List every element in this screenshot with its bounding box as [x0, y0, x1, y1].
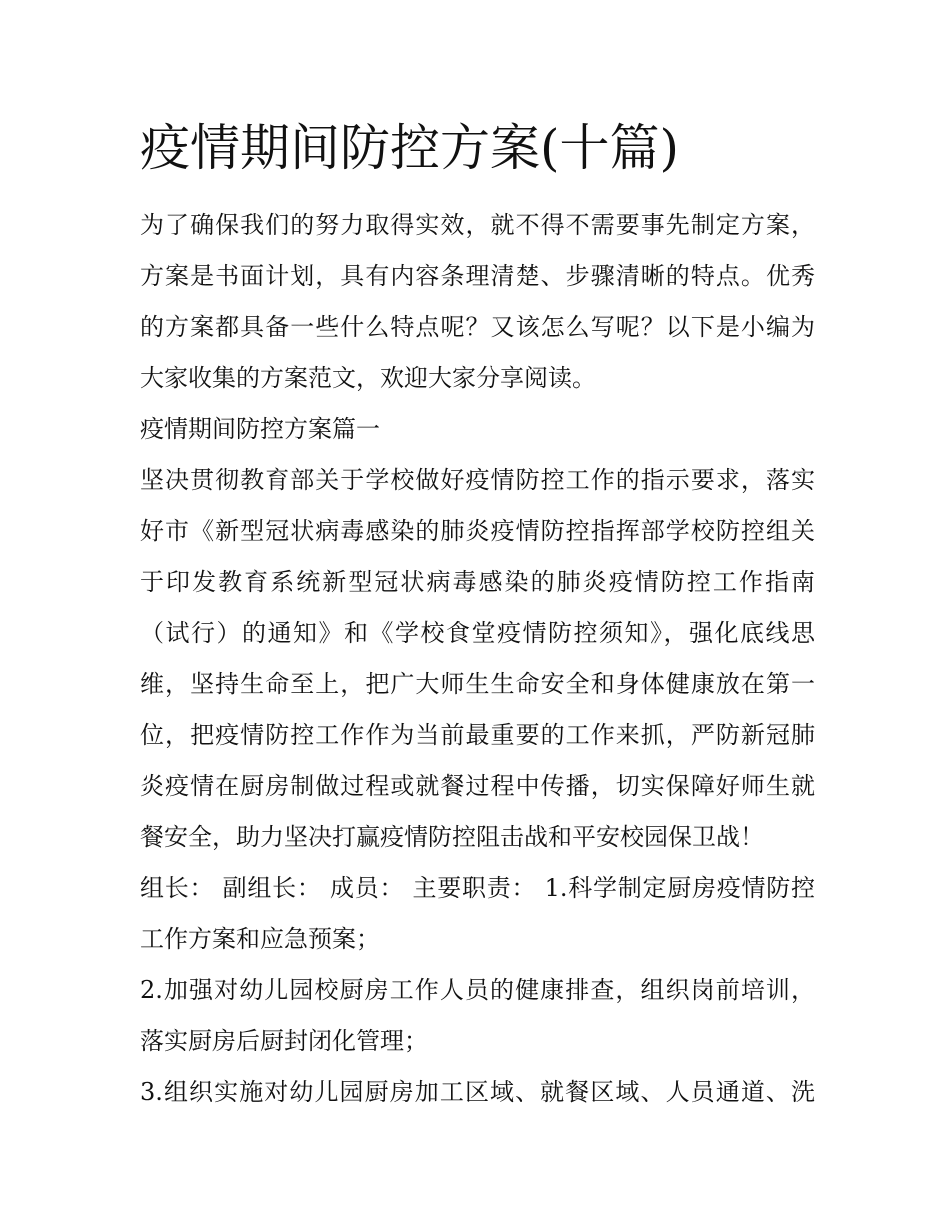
text-line: 落实厨房后厨封闭化管理；: [140, 1027, 428, 1055]
text-line: 维，坚持生命至上，把广大师生生命安全和身体健康放在第一: [140, 670, 815, 698]
text-line: 3.组织实施对幼儿园厨房加工区域、就餐区域、人员通道、洗: [140, 1078, 815, 1106]
text-line: 坚决贯彻教育部关于学校做好疫情防控工作的指示要求，落实: [140, 466, 815, 494]
text-line: 2.加强对幼儿园校厨房工作人员的健康排查，组织岗前培训，: [140, 976, 815, 1004]
text-line: 方案是书面计划，具有内容条理清楚、步骤清晰的特点。优秀: [140, 262, 815, 290]
document-body: [140, 200, 815, 1118]
text-line: 的方案都具备一些什么特点呢？又该怎么写呢？以下是小编为: [140, 313, 815, 341]
text-line: 炎疫情在厨房制做过程或就餐过程中传播，切实保障好师生就: [140, 772, 815, 800]
section-heading: 疫情期间防控方案篇一: [140, 415, 380, 443]
document-title: 疫情期间防控方案(十篇): [140, 119, 680, 177]
text-line: 餐安全，助力坚决打赢疫情防控阻击战和平安校园保卫战！: [140, 823, 764, 851]
text-line: 好市《新型冠状病毒感染的肺炎疫情防控指挥部学校防控组关: [140, 517, 815, 545]
text-line: 位，把疫情防控工作作为当前最重要的工作来抓，严防新冠肺: [140, 721, 815, 749]
text-line: 组长： 副组长： 成员： 主要职责： 1.科学制定厨房疫情防控: [140, 874, 815, 902]
text-line: 于印发教育系统新型冠状病毒感染的肺炎疫情防控工作指南: [140, 568, 815, 596]
text-line: （试行）的通知》和《学校食堂疫情防控须知》，强化底线思: [140, 619, 815, 647]
text-line: 工作方案和应急预案；: [140, 925, 380, 953]
text-line: 大家收集的方案范文，欢迎大家分享阅读。: [140, 364, 596, 392]
text-line: 为了确保我们的努力取得实效，就不得不需要事先制定方案，: [140, 211, 815, 239]
document-content: [140, 112, 815, 1118]
